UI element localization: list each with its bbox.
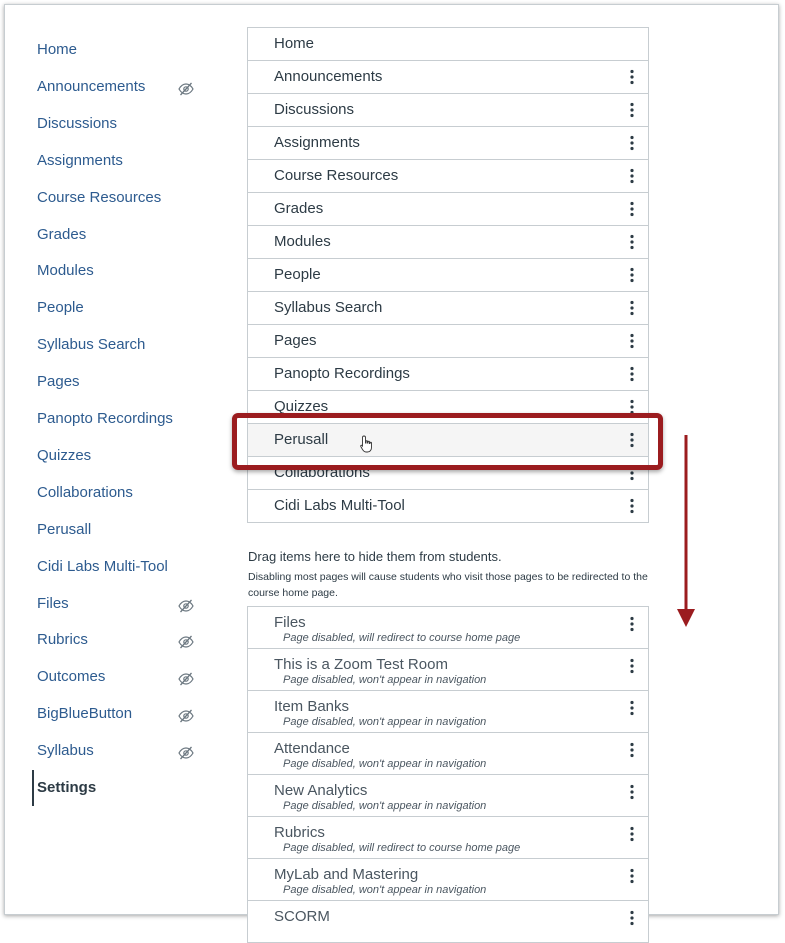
disabled-item-label: MyLab and Mastering bbox=[274, 866, 419, 883]
enabled-item-cidi-labs-multi-tool[interactable] bbox=[248, 490, 648, 523]
nav-item-label: Files bbox=[37, 594, 69, 612]
enabled-item-label: People bbox=[274, 266, 321, 283]
nav-item-cidi-labs-multi-tool[interactable] bbox=[37, 554, 197, 580]
nav-item-label: Quizzes bbox=[37, 446, 92, 464]
enabled-item-grades[interactable] bbox=[248, 193, 648, 226]
disabled-item-note: Page disabled, will redirect to course home page bbox=[283, 842, 521, 854]
enabled-item-discussions[interactable] bbox=[248, 94, 648, 127]
enabled-item-panopto-recordings[interactable] bbox=[248, 358, 648, 391]
nav-item-label: Modules bbox=[37, 262, 94, 280]
enabled-item-syllabus-search[interactable] bbox=[248, 292, 648, 325]
enabled-item-label: Collaborations bbox=[274, 464, 370, 481]
enabled-item-label: Assignments bbox=[274, 134, 360, 151]
nav-item-announcements[interactable] bbox=[37, 74, 197, 100]
nav-item-settings[interactable] bbox=[37, 775, 197, 801]
kebab-menu-icon[interactable] bbox=[626, 784, 638, 800]
disabled-item-new-analytics[interactable] bbox=[248, 775, 648, 817]
kebab-menu-icon[interactable] bbox=[626, 69, 638, 85]
enabled-item-people[interactable] bbox=[248, 259, 648, 292]
nav-item-modules[interactable] bbox=[37, 258, 197, 284]
disabled-item-label: Item Banks bbox=[274, 698, 350, 715]
drag-down-arrow-icon bbox=[676, 433, 696, 633]
enabled-item-label: Perusall bbox=[274, 431, 329, 448]
enabled-item-label: Grades bbox=[274, 200, 324, 217]
nav-item-label: People bbox=[37, 299, 84, 317]
nav-item-quizzes[interactable] bbox=[37, 443, 197, 469]
enabled-item-label: Cidi Labs Multi-Tool bbox=[274, 497, 405, 514]
eye-slash-icon bbox=[178, 79, 194, 93]
kebab-menu-icon[interactable] bbox=[626, 168, 638, 184]
kebab-menu-icon[interactable] bbox=[626, 742, 638, 758]
nav-item-label: Assignments bbox=[37, 151, 123, 169]
enabled-item-label: Syllabus Search bbox=[274, 299, 383, 316]
kebab-menu-icon[interactable] bbox=[626, 658, 638, 674]
nav-item-home[interactable] bbox=[37, 37, 197, 63]
eye-slash-icon bbox=[178, 743, 194, 757]
nav-item-label: Discussions bbox=[37, 114, 118, 132]
nav-item-syllabus-search[interactable] bbox=[37, 332, 197, 358]
nav-item-grades[interactable] bbox=[37, 222, 197, 248]
enabled-item-home[interactable] bbox=[248, 28, 648, 61]
enabled-item-assignments[interactable] bbox=[248, 127, 648, 160]
enabled-item-pages[interactable] bbox=[248, 325, 648, 358]
kebab-menu-icon[interactable] bbox=[626, 201, 638, 217]
nav-item-perusall[interactable] bbox=[37, 517, 197, 543]
eye-slash-icon bbox=[178, 596, 194, 610]
eye-slash-icon bbox=[178, 632, 194, 646]
nav-item-label: Course Resources bbox=[37, 188, 162, 206]
nav-item-label: Rubrics bbox=[37, 631, 88, 649]
nav-item-label: Perusall bbox=[37, 520, 92, 538]
kebab-menu-icon[interactable] bbox=[626, 498, 638, 514]
kebab-menu-icon[interactable] bbox=[626, 868, 638, 884]
nav-item-label: BigBlueButton bbox=[37, 705, 133, 723]
disabled-item-files[interactable] bbox=[248, 607, 648, 649]
nav-item-collaborations[interactable] bbox=[37, 480, 197, 506]
kebab-menu-icon[interactable] bbox=[626, 910, 638, 926]
nav-item-pages[interactable] bbox=[37, 369, 197, 395]
nav-item-assignments[interactable] bbox=[37, 148, 197, 174]
disabled-item-label: SCORM bbox=[274, 908, 330, 925]
enabled-item-label: Course Resources bbox=[274, 167, 399, 184]
enabled-item-label: Discussions bbox=[274, 101, 355, 118]
kebab-menu-icon[interactable] bbox=[626, 616, 638, 632]
nav-item-label: Grades bbox=[37, 225, 87, 243]
disabled-navigation-list bbox=[247, 606, 649, 943]
enabled-item-label: Home bbox=[274, 35, 315, 52]
nav-item-label: Home bbox=[37, 41, 78, 58]
hidden-drop-zone-title: Drag items here to hide them from students. bbox=[248, 549, 502, 564]
nav-item-files[interactable] bbox=[37, 591, 197, 617]
disabled-item-note: Page disabled, won't appear in navigation bbox=[283, 716, 487, 728]
kebab-menu-icon[interactable] bbox=[626, 366, 638, 382]
disabled-item-note: Page disabled, won't appear in navigation bbox=[283, 800, 487, 812]
nav-item-syllabus[interactable] bbox=[37, 738, 197, 764]
disabled-item-mylab-and-mastering[interactable] bbox=[248, 859, 648, 901]
disabled-item-note: Page disabled, won't appear in navigation bbox=[283, 674, 487, 686]
nav-item-label: Settings bbox=[37, 779, 97, 796]
kebab-menu-icon[interactable] bbox=[626, 826, 638, 842]
nav-item-people[interactable] bbox=[37, 295, 197, 321]
disabled-item-note: Page disabled, won't appear in navigation bbox=[283, 758, 487, 770]
enabled-item-label: Panopto Recordings bbox=[274, 365, 410, 382]
kebab-menu-icon[interactable] bbox=[626, 300, 638, 316]
nav-item-outcomes[interactable] bbox=[37, 664, 197, 690]
nav-item-label: Syllabus Search bbox=[37, 336, 146, 354]
disabled-item-note: Page disabled, won't appear in navigation bbox=[283, 884, 487, 896]
enabled-item-label: Announcements bbox=[274, 68, 383, 85]
disabled-item-this-is-a-zoom-test-room[interactable] bbox=[248, 649, 648, 691]
enabled-item-label: Pages bbox=[274, 332, 317, 349]
disabled-item-label: Attendance bbox=[274, 740, 350, 757]
kebab-menu-icon[interactable] bbox=[626, 333, 638, 349]
kebab-menu-icon[interactable] bbox=[626, 267, 638, 283]
hand-pointer-cursor-icon bbox=[360, 435, 374, 453]
enabled-item-announcements[interactable] bbox=[248, 61, 648, 94]
kebab-menu-icon[interactable] bbox=[626, 700, 638, 716]
disabled-item-attendance[interactable] bbox=[248, 733, 648, 775]
course-navigation bbox=[5, 5, 205, 914]
enabled-item-course-resources[interactable] bbox=[248, 160, 648, 193]
disabled-item-label: Rubrics bbox=[274, 824, 325, 841]
disabled-item-rubrics[interactable] bbox=[248, 817, 648, 859]
nav-item-label: Syllabus bbox=[37, 742, 94, 760]
kebab-menu-icon[interactable] bbox=[626, 135, 638, 151]
active-nav-indicator bbox=[32, 770, 34, 806]
eye-slash-icon bbox=[178, 706, 194, 720]
nav-item-discussions[interactable] bbox=[37, 111, 197, 137]
disabled-item-label: New Analytics bbox=[274, 782, 368, 799]
nav-item-label: Panopto Recordings bbox=[37, 410, 173, 427]
nav-item-course-resources[interactable] bbox=[37, 185, 197, 211]
kebab-menu-icon[interactable] bbox=[626, 234, 638, 250]
nav-item-label: Pages bbox=[37, 373, 80, 391]
nav-item-rubrics[interactable] bbox=[37, 627, 197, 653]
nav-item-label: Outcomes bbox=[37, 668, 106, 686]
nav-item-label: Collaborations bbox=[37, 483, 133, 501]
enabled-item-label: Modules bbox=[274, 233, 331, 250]
screenshot-frame bbox=[4, 4, 779, 925]
hidden-drop-zone-description: Disabling most pages will cause students who visit those pages to be redirected to the course home page. bbox=[248, 571, 648, 599]
disabled-item-scorm[interactable] bbox=[248, 901, 648, 943]
perusall-highlight-box bbox=[232, 413, 663, 470]
disabled-item-note: Page disabled, will redirect to course home page bbox=[283, 632, 521, 644]
disabled-item-label: This is a Zoom Test Room bbox=[274, 656, 448, 673]
enabled-item-modules[interactable] bbox=[248, 226, 648, 259]
eye-slash-icon bbox=[178, 669, 194, 683]
disabled-item-label: Files bbox=[274, 614, 306, 631]
disabled-item-item-banks[interactable] bbox=[248, 691, 648, 733]
kebab-menu-icon[interactable] bbox=[626, 102, 638, 118]
nav-item-bigbluebutton[interactable] bbox=[37, 701, 197, 727]
nav-item-panopto-recordings[interactable] bbox=[37, 406, 197, 432]
nav-item-label: Cidi Labs Multi-Tool bbox=[37, 557, 168, 575]
nav-item-label: Announcements bbox=[37, 77, 146, 95]
enabled-item-label: Quizzes bbox=[274, 398, 329, 415]
